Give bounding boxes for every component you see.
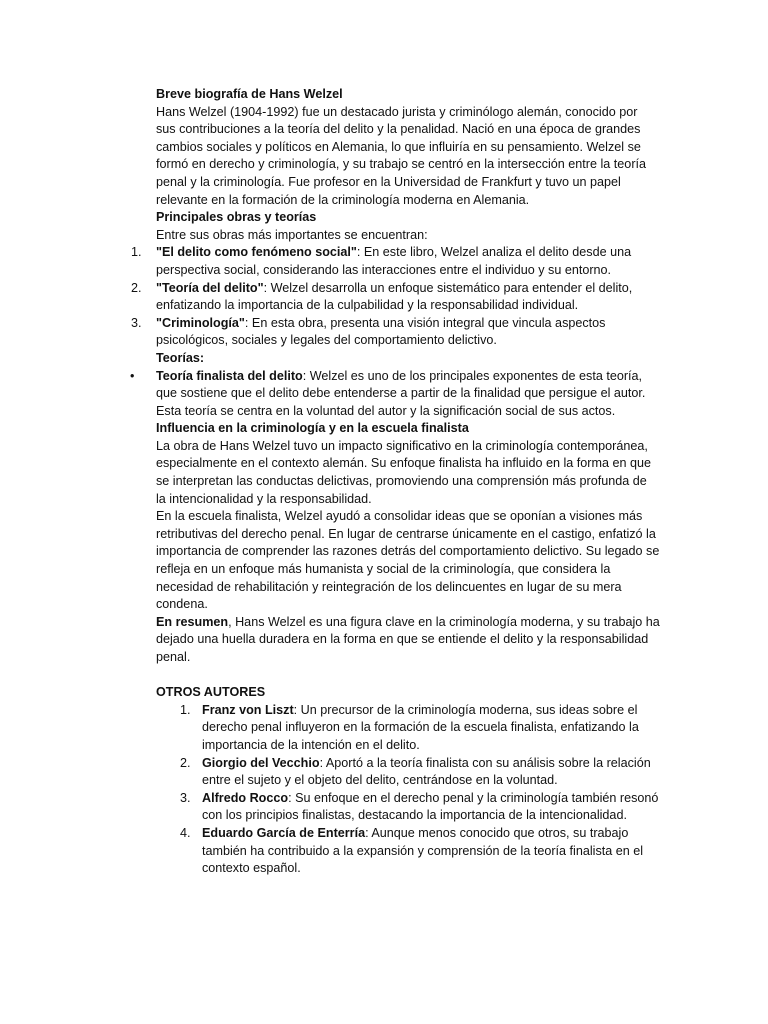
author-name: Eduardo García de Enterría bbox=[202, 825, 366, 840]
list-number: 1. bbox=[131, 245, 142, 260]
work-title: "Criminología" bbox=[156, 315, 245, 330]
author-description: : Aportó a la teoría finalista con su análisis sobre la relación entre el sujeto y el objeto del delito, centrándose en la voluntad. bbox=[202, 755, 651, 788]
influence-heading: Influencia en la criminología y en la escuela finalista bbox=[156, 421, 469, 436]
theory-title: Teoría finalista del delito bbox=[156, 368, 303, 383]
list-number: 3. bbox=[131, 315, 142, 330]
summary-text: , Hans Welzel es una figura clave en la criminología moderna, y su trabajo ha dejado una huella duradera en la forma en que se entiende el delito y la responsabilidad penal. bbox=[156, 614, 660, 664]
list-item bbox=[131, 280, 660, 315]
list-item bbox=[131, 244, 660, 279]
bullet-icon: • bbox=[130, 368, 135, 383]
others-heading: OTROS AUTORES bbox=[156, 685, 266, 700]
theories-list bbox=[130, 368, 660, 421]
list-number: 2. bbox=[131, 280, 142, 295]
works-heading: Principales obras y teorías bbox=[156, 210, 317, 225]
author-description: : Un precursor de la criminología moderna, sus ideas sobre el derecho penal influyeron en la formación de la escuela finalista, enfatizando la importancia de la intención en el delito. bbox=[202, 702, 639, 752]
document-page bbox=[130, 86, 660, 878]
list-item bbox=[180, 790, 660, 825]
work-title: "Teoría del delito" bbox=[156, 280, 264, 295]
influence-paragraph-1: La obra de Hans Welzel tuvo un impacto significativo en la criminología contemporánea, especialmente en el contexto alemán. Su enfoque finalista ha influido en la forma en que se interpretan las conductas delictivas, promoviendo una comprensión más profunda de la intencionalidad y la responsabilidad. bbox=[156, 438, 651, 506]
author-name: Franz von Liszt bbox=[202, 702, 294, 717]
influence-paragraph-2: En la escuela finalista, Welzel ayudó a consolidar ideas que se oponían a visiones más retributivas del derecho penal. En lugar de centrarse únicamente en el castigo, enfatizó la importancia de comprender las razones detrás del comportamiento delictivo. Su legado se refleja en un enfoque más humanista y social de la criminología, que considera la necesidad de rehabilitación y reintegración de los delincuentes en lugar de su mera condena. bbox=[156, 509, 660, 612]
work-description: : En esta obra, presenta una visión integral que vincula aspectos psicológicos, sociales y legales del comportamiento delictivo. bbox=[156, 315, 606, 348]
list-number: 3. bbox=[180, 790, 191, 805]
list-item bbox=[180, 755, 660, 790]
list-number: 4. bbox=[180, 825, 191, 840]
works-list bbox=[131, 244, 660, 350]
works-intro: Entre sus obras más importantes se encuentran: bbox=[156, 227, 428, 242]
author-name: Alfredo Rocco bbox=[202, 790, 289, 805]
list-item bbox=[131, 315, 660, 350]
list-item bbox=[180, 702, 660, 755]
author-description: : Su enfoque en el derecho penal y la criminología también resonó con los principios finalistas, destacando la importancia de la intencionalidad. bbox=[202, 790, 659, 823]
author-description: : Aunque menos conocido que otros, su trabajo también ha contribuido a la expansión y comprensión de la teoría finalista en el contexto español. bbox=[202, 825, 644, 876]
blank-line bbox=[156, 667, 660, 685]
author-name: Giorgio del Vecchio bbox=[202, 755, 320, 770]
work-title: "El delito como fenómeno social" bbox=[156, 245, 357, 260]
bio-paragraph: Hans Welzel (1904-1992) fue un destacado jurista y criminólogo alemán, conocido por sus contribuciones a la teoría del delito y la penalidad. Nació en una época de grandes cambios sociales y políticos en Alemania, lo que influiría en su pensamiento. Welzel se formó en derecho y criminología, y su trabajo se centró en la intersección entre la teoría penal y la criminología. Fue profesor en la Universidad de Frankfurt y tuvo un papel relevante en la formación de la criminología moderna en Alemania. bbox=[156, 104, 647, 207]
list-number: 1. bbox=[180, 702, 191, 717]
bio-heading: Breve biografía de Hans Welzel bbox=[156, 87, 343, 101]
summary-lead: En resumen bbox=[156, 614, 229, 629]
theories-heading: Teorías: bbox=[156, 350, 205, 365]
work-description: : Welzel desarrolla un enfoque sistemático para entender el delito, enfatizando la importancia de la culpabilidad y la responsabilidad individual. bbox=[156, 280, 633, 313]
others-list bbox=[156, 702, 660, 878]
list-number: 2. bbox=[180, 755, 191, 770]
theory-description: : Welzel es uno de los principales exponentes de esta teoría, que sostiene que el delito debe entenderse a partir de la finalidad que persigue el autor. Esta teoría se centra en la voluntad del autor y la significación social de sus actos. bbox=[156, 368, 646, 418]
list-item bbox=[180, 825, 660, 878]
list-item bbox=[130, 368, 660, 421]
work-description: : En este libro, Welzel analiza el delito desde una perspectiva social, considerando las interacciones entre el individuo y su entorno. bbox=[156, 245, 632, 277]
summary-paragraph bbox=[156, 614, 660, 667]
